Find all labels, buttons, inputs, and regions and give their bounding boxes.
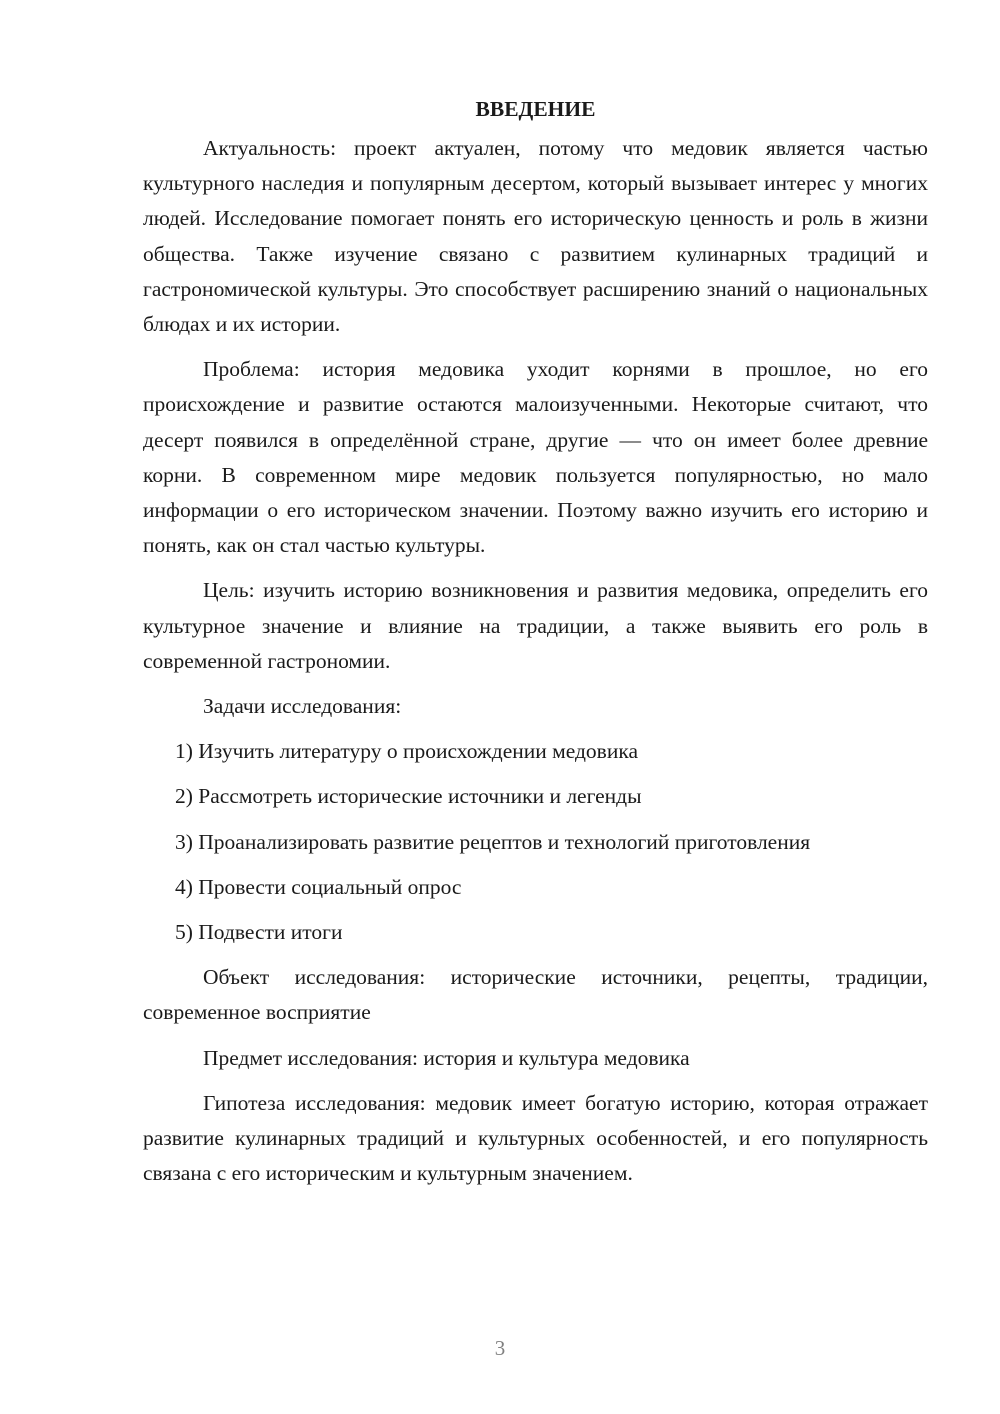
section-heading: ВВЕДЕНИЕ [475, 97, 596, 121]
relevance-paragraph: Актуальность: проект актуален, потому что медовик является частью культурного наследия и популярным десертом, который вызывает интерес у многих людей. Исследование помогает понять его историческую ценность и роль в жизни общества. Также изучение связано с развитием кулинарных традиций и гастрономической культуры. Это способствует расширению знаний о национальных блюдах и их истории. [143, 136, 928, 337]
task-list [143, 734, 928, 950]
task-item-4: 4) Провести социальный опрос [175, 874, 462, 899]
subject-paragraph: Предмет исследования: история и культура медовика [203, 1045, 690, 1070]
tasks-title: Задачи исследования: [203, 694, 402, 719]
task-item-2: 2) Рассмотреть исторические источники и легенды [175, 784, 642, 809]
hypothesis-paragraph: Гипотеза исследования: медовик имеет богатую историю, которая отражает развитие кулинарных традиций и культурных особенностей, и его популярность связана с его историческим и культурным значением. [143, 1090, 928, 1186]
task-item-3: 3) Проанализировать развитие рецептов и технологий приготовления [175, 829, 811, 854]
document-page [143, 92, 928, 1201]
problem-paragraph: Проблема: история медовика уходит корнями в прошлое, но его происхождение и развитие остаются малоизученными. Некоторые считают, что десерт появился в определённой стране, другие — что он имеет более древние корни. В современном мире медовик пользуется популярностью, но мало информации о его историческом значении. Поэтому важно изучить его историю и понять, как он стал частью культуры. [143, 357, 928, 558]
task-item-1: 1) Изучить литературу о происхождении медовика [175, 739, 639, 764]
task-item-5: 5) Подвести итоги [175, 920, 343, 945]
page-number: 3 [494, 1336, 506, 1360]
object-paragraph: Объект исследования: исторические источники, рецепты, традиции, современное восприятие [143, 965, 928, 1025]
goal-paragraph: Цель: изучить историю возникновения и развития медовика, определить его культурное значение и влияние на традиции, а также выявить его роль в современной гастрономии. [143, 578, 928, 673]
